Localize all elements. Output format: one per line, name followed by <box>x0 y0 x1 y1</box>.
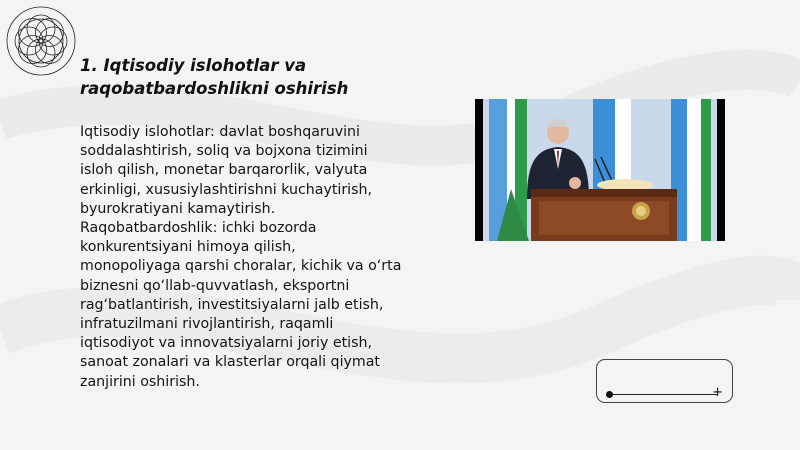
body-line: sanoat zonalari va klasterlar orqali qiymat <box>80 354 380 371</box>
body-line: monopoliyaga qarshi choralar, kichik va o‘rta <box>80 258 402 275</box>
body-line: infratuzilmani rivojlantirish, raqamli <box>80 316 334 333</box>
slide-title-line: 1. Iqtisodiy islohotlar va <box>80 56 307 75</box>
zoom-slider-control[interactable] <box>596 359 733 403</box>
body-line: soddalashtirish, soliq va bojxona tizimini <box>80 143 368 160</box>
slide-body-text <box>80 123 440 392</box>
plus-icon[interactable]: + <box>712 385 723 400</box>
body-line: zanjirini oshirish. <box>80 373 200 390</box>
slider-handle[interactable] <box>606 391 613 398</box>
body-line: erkinligi, xususiylashtirishni kuchaytirish, <box>80 181 373 198</box>
slider-track[interactable] <box>609 394 718 395</box>
slide-title-line: raqobatbardoshlikni oshirish <box>80 79 349 98</box>
body-line: rag‘batlantirish, investitsiyalarni jalb etish, <box>80 296 384 313</box>
body-line: biznesni qo‘llab-quvvatlash, eksportni <box>80 277 350 294</box>
geometric-circle-logo-icon <box>4 4 78 78</box>
speaker-at-podium-image <box>475 99 725 241</box>
body-line: konkurentsiyani himoya qilish, <box>80 239 296 256</box>
body-line: Iqtisodiy islohotlar: davlat boshqaruvini <box>80 124 360 140</box>
body-line: isloh qilish, monetar barqarorlik, valyuta <box>80 162 368 179</box>
slide-title <box>80 54 420 100</box>
body-line: Raqobatbardoshlik: ichki bozorda <box>80 220 317 237</box>
body-line: iqtisodiyot va innovatsiyalarni joriy etish, <box>80 335 372 352</box>
body-line: byurokratiyani kamaytirish. <box>80 200 276 217</box>
